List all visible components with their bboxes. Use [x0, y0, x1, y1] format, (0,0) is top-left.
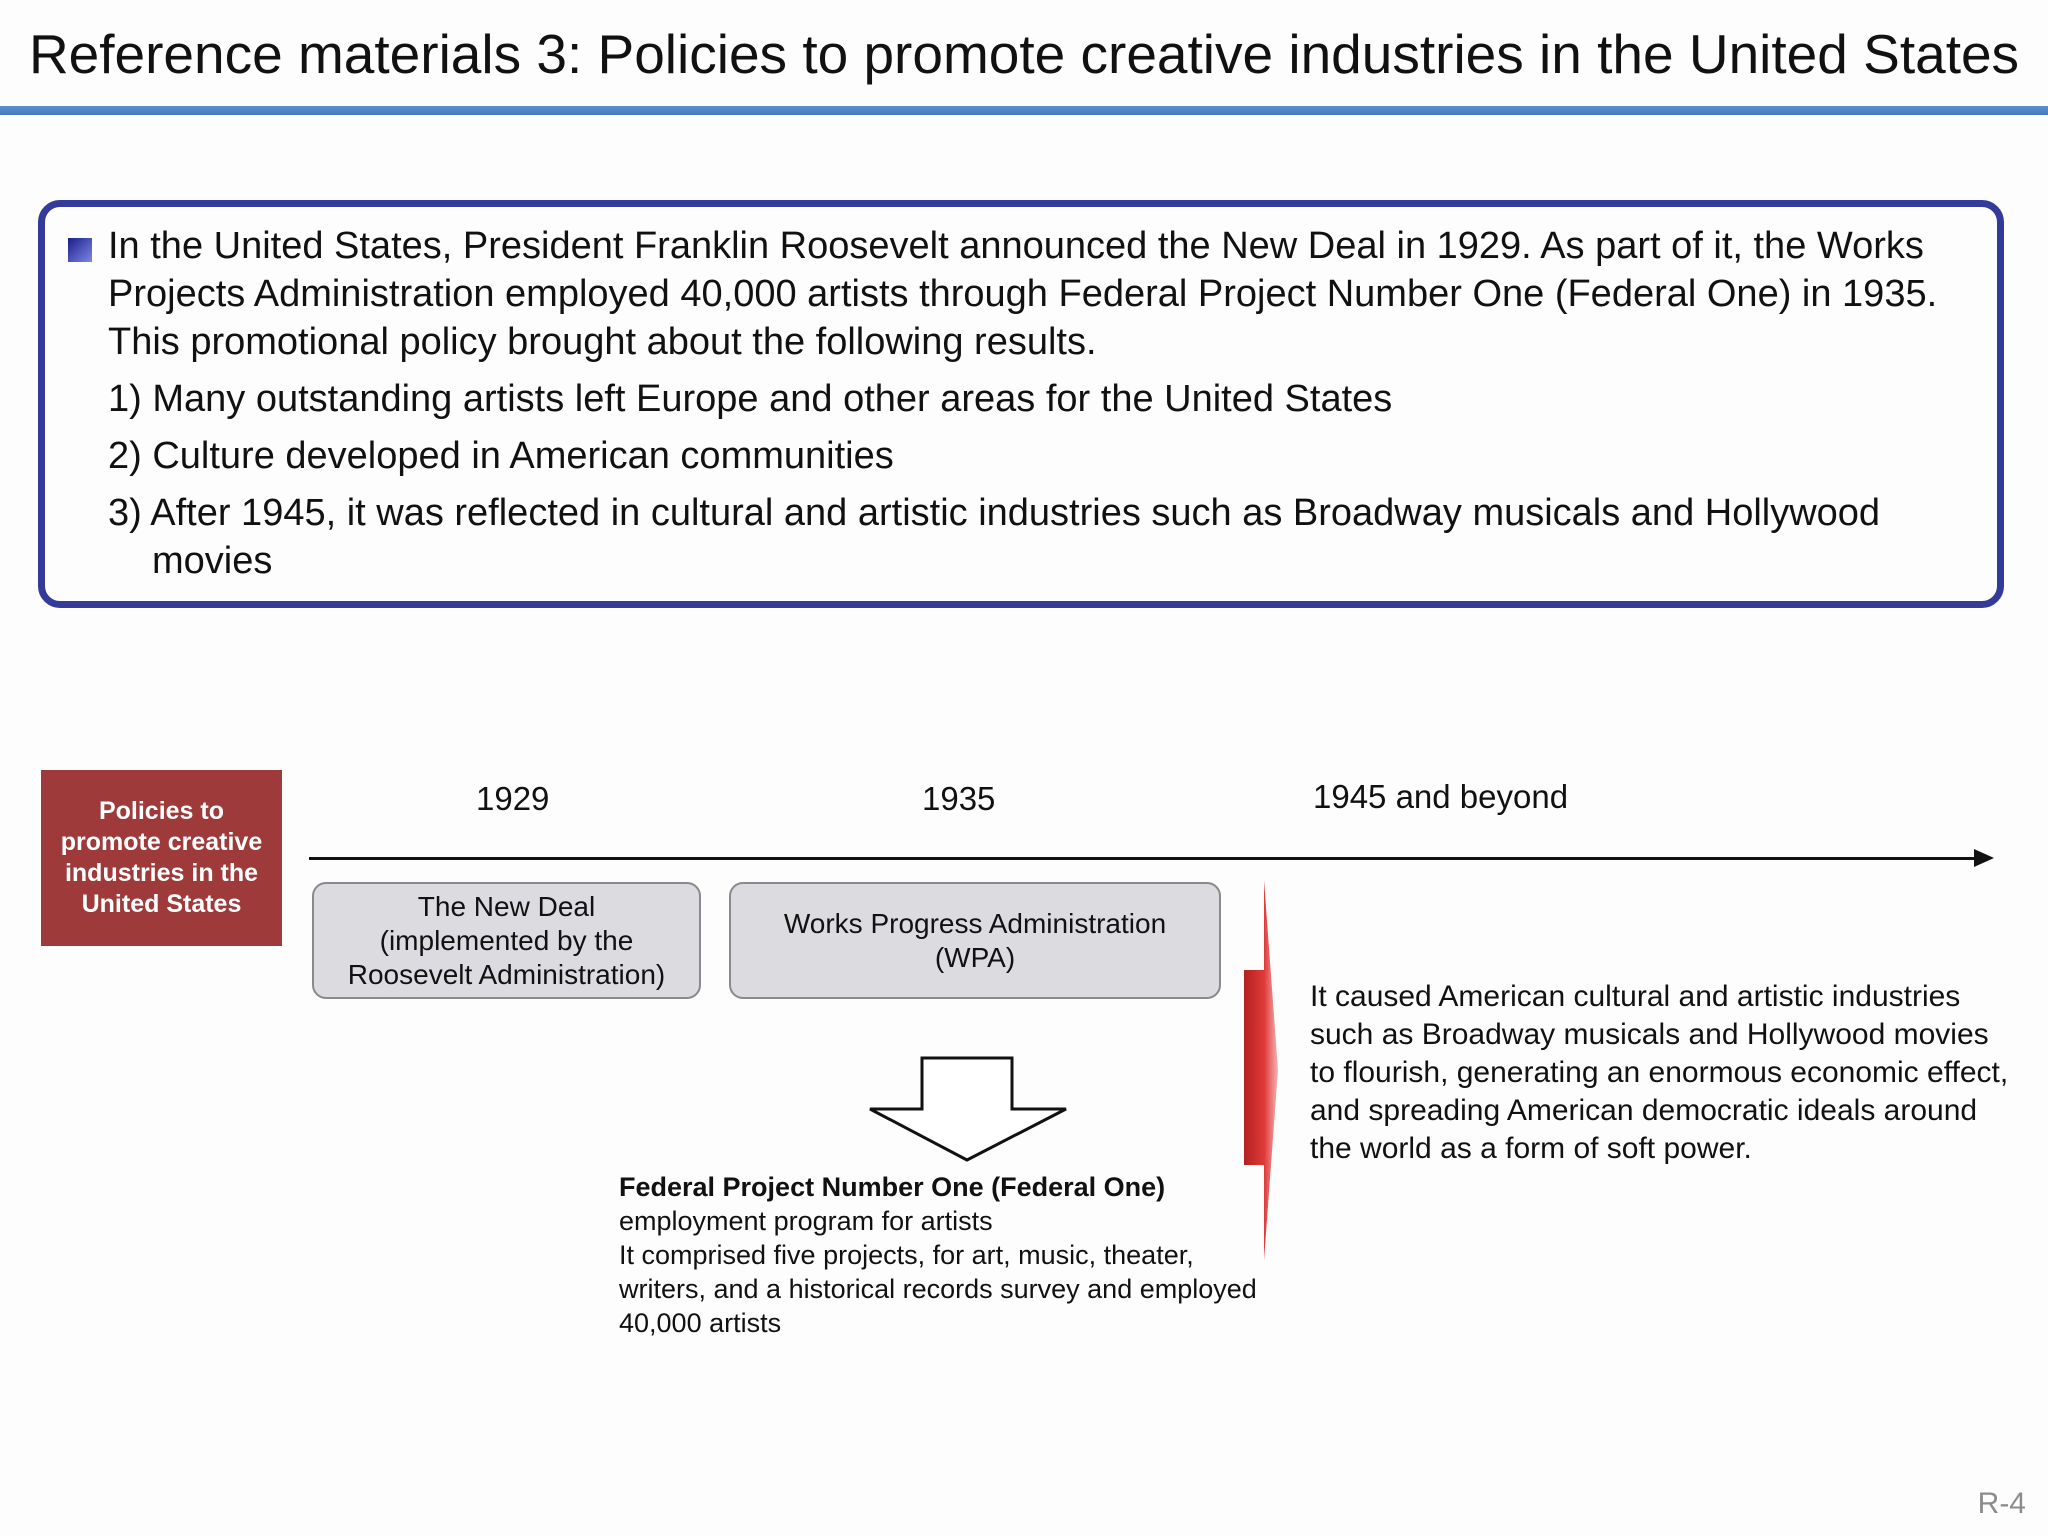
federal-one-description — [619, 1170, 1259, 1340]
timeline-axis — [309, 857, 1979, 860]
timeline-arrowhead-icon — [1974, 849, 1994, 867]
year-1945-beyond: 1945 and beyond — [1313, 778, 1569, 815]
summary-text — [108, 222, 1988, 585]
page-title: Reference materials 3: Policies to promote creative industries in the United States — [28, 23, 2020, 85]
wpa-line-1: Works Progress Administration — [783, 907, 1167, 939]
wpa-box — [729, 882, 1221, 999]
federal-one-line-1: employment program for artists — [619, 1206, 993, 1236]
wpa-line-2: (WPA) — [934, 941, 1016, 973]
federal-one-title: Federal Project Number One (Federal One) — [619, 1172, 1166, 1202]
new-deal-line-3: Roosevelt Administration) — [347, 958, 666, 990]
result-description: It caused American cultural and artistic industries such as Broadway musicals and Hollywood movies to flourish, generating an enormous economic effect, and spreading American democratic ideals around the world as a form of soft power. — [1310, 980, 2009, 1165]
summary-item-3: 3) After 1945, it was reflected in cultural and artistic industries such as Broadway musicals and Hollywood movies — [108, 492, 1881, 582]
title-divider — [0, 106, 2048, 115]
new-deal-line-1: The New Deal — [417, 890, 596, 922]
year-1935: 1935 — [922, 780, 996, 817]
square-bullet-icon — [68, 238, 92, 262]
summary-intro: In the United States, President Franklin Roosevelt announced the New Deal in 1929. As part of it, the Works Projects Administration employed 40,000 artists through Federal Project Number One (Federal One) in 1935. This promotional policy brought about the following results. — [108, 225, 1938, 363]
summary-item-1: 1) Many outstanding artists left Europe and other areas for the United States — [108, 378, 1393, 420]
red-chevron-arrow-icon — [1240, 880, 1280, 1260]
policy-label: Policies to promote creative industries in the United States — [41, 770, 282, 946]
summary-item-2: 2) Culture developed in American communities — [108, 435, 894, 477]
down-arrow-icon — [866, 1056, 1070, 1164]
new-deal-box — [312, 882, 701, 999]
page-number: R-4 — [1977, 1487, 2026, 1520]
federal-one-line-2: It comprised five projects, for art, music, theater, writers, and a historical records survey and employed 40,000 artists — [619, 1240, 1257, 1338]
new-deal-line-2: (implemented by the — [379, 924, 634, 956]
year-1929: 1929 — [476, 780, 550, 817]
